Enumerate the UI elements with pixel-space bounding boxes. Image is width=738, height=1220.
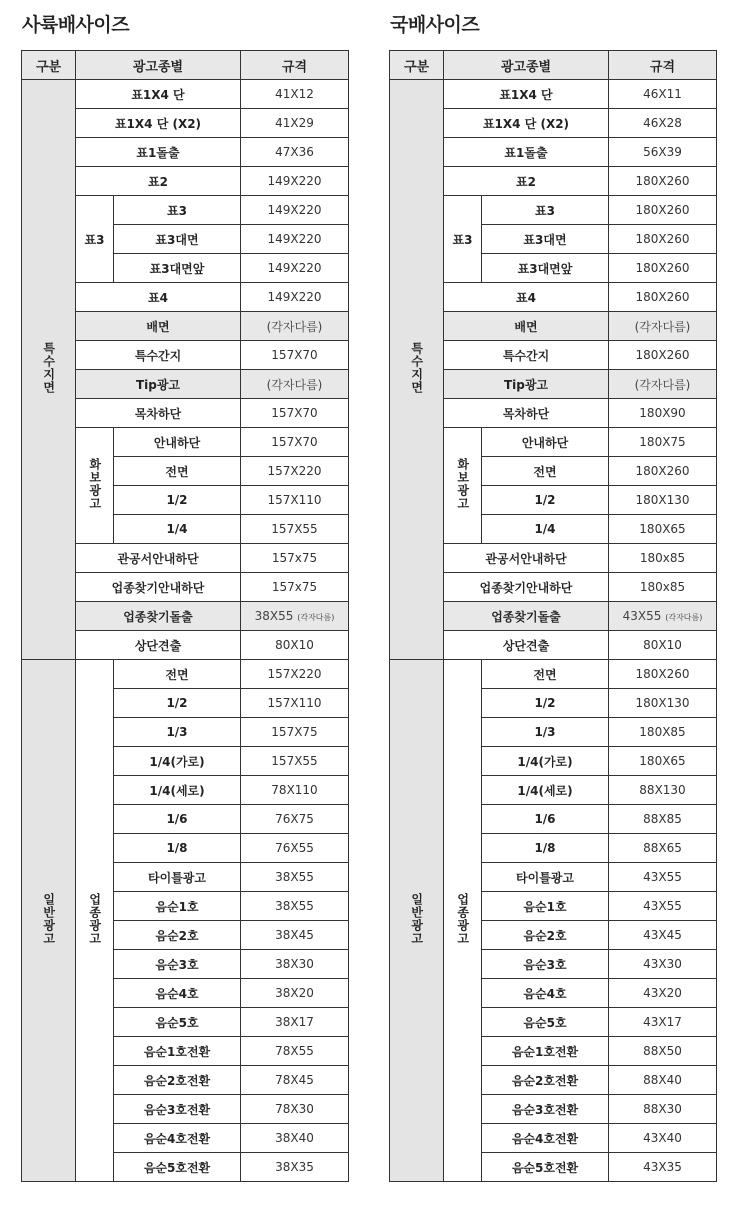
ad-type-cell: 표1X4 단 (X2) (76, 109, 241, 138)
table-row (390, 660, 717, 689)
size-cell (241, 1037, 349, 1066)
size-value: 180X260 (635, 667, 690, 681)
size-value: 78X30 (275, 1102, 314, 1116)
ad-type-cell: 음순5호전환 (482, 1153, 609, 1182)
size-cell (609, 747, 717, 776)
ad-type-cell: 1/4(세로) (114, 776, 241, 805)
size-note: (각자다름) (297, 613, 335, 622)
ad-type-cell: 표1X4 단 (X2) (444, 109, 609, 138)
size-cell (609, 399, 717, 428)
size-cell (241, 457, 349, 486)
subgroup-hwabo-cell (76, 428, 114, 544)
ad-type-cell: 관공서안내하단 (76, 544, 241, 573)
size-note: (각자다름) (665, 613, 703, 622)
ad-type-cell: Tip광고 (76, 370, 241, 399)
ad-type-cell: 전면 (114, 660, 241, 689)
ad-type-cell: 업종찾기돌출 (76, 602, 241, 631)
size-value: 180X90 (639, 406, 686, 420)
ad-type-cell: 1/4 (482, 515, 609, 544)
size-value: 43X55 (622, 609, 662, 623)
group-special-cell-label: 특수지면 (41, 341, 56, 394)
size-cell (241, 1124, 349, 1153)
size-cell (241, 196, 349, 225)
size-value: 149X220 (267, 232, 322, 246)
subgroup-hwabo-cell-label: 화보광고 (455, 457, 470, 510)
ad-type-cell: 음순1호 (114, 892, 241, 921)
size-cell (241, 341, 349, 370)
size-value: 38X17 (275, 1015, 314, 1029)
header-ad-type: 광고종별 (444, 51, 609, 80)
size-value: 88X50 (643, 1044, 682, 1058)
subgroup-pyo3-cell-label: 표3 (84, 232, 105, 247)
size-value: 38X45 (275, 928, 314, 942)
ad-type-cell: 음순4호 (482, 979, 609, 1008)
size-value: 38X55 (275, 870, 314, 884)
size-value: (각자다름) (266, 319, 323, 334)
ad-type-cell: 상단견출 (76, 631, 241, 660)
size-value: 88X30 (643, 1102, 682, 1116)
size-value: 180X260 (635, 261, 690, 275)
size-value: 157X70 (271, 435, 318, 449)
group-general-cell (22, 660, 76, 1182)
ad-type-cell: 1/2 (482, 486, 609, 515)
header-row (22, 51, 349, 80)
subgroup-hwabo-cell-label: 화보광고 (87, 457, 102, 510)
ad-type-cell: 표3대면앞 (482, 254, 609, 283)
size-value: 180X260 (635, 464, 690, 478)
size-cell (241, 602, 349, 631)
ad-type-cell: 음순1호전환 (482, 1037, 609, 1066)
size-value: 80X10 (275, 638, 314, 652)
ad-type-cell: 배면 (444, 312, 609, 341)
size-cell (609, 486, 717, 515)
size-value: 180X65 (639, 522, 686, 536)
size-cell (609, 167, 717, 196)
ad-type-cell: 전면 (482, 660, 609, 689)
ad-type-cell: 안내하단 (482, 428, 609, 457)
size-cell (609, 515, 717, 544)
size-cell (609, 1008, 717, 1037)
size-cell (609, 80, 717, 109)
size-cell (241, 312, 349, 341)
subgroup-upjong-cell (76, 660, 114, 1182)
ad-type-cell: 배면 (76, 312, 241, 341)
ad-type-cell: 상단견출 (444, 631, 609, 660)
ad-type-cell: 1/4(세로) (482, 776, 609, 805)
ad-type-cell: 음순5호전환 (114, 1153, 241, 1182)
ad-type-cell: 음순5호 (114, 1008, 241, 1037)
ad-type-cell: 1/2 (114, 486, 241, 515)
table-row (22, 80, 349, 109)
size-value: 157X110 (267, 696, 322, 710)
size-value: 88X40 (643, 1073, 682, 1087)
size-cell (609, 631, 717, 660)
ad-type-cell: 업종찾기돌출 (444, 602, 609, 631)
ad-type-cell: 1/4(가로) (114, 747, 241, 776)
size-value: 157X110 (267, 493, 322, 507)
size-cell (241, 573, 349, 602)
size-value: (각자다름) (266, 377, 323, 392)
ad-type-cell: 1/2 (482, 689, 609, 718)
left-table-title: 사륙배사이즈 (22, 14, 130, 36)
table-row (390, 80, 717, 109)
header-category: 구분 (390, 51, 444, 80)
size-cell (609, 283, 717, 312)
size-value: 43X45 (643, 928, 682, 942)
size-value: 80X10 (643, 638, 682, 652)
ad-type-cell: 표3 (482, 196, 609, 225)
size-cell (609, 1037, 717, 1066)
size-cell (241, 805, 349, 834)
group-special-cell (22, 80, 76, 660)
size-value: 157X75 (271, 725, 318, 739)
size-cell (241, 892, 349, 921)
size-cell (609, 254, 717, 283)
size-cell (609, 370, 717, 399)
ad-type-cell: 표4 (76, 283, 241, 312)
ad-type-cell: 음순1호 (482, 892, 609, 921)
size-cell (609, 1124, 717, 1153)
size-cell (241, 225, 349, 254)
size-value: 180X260 (635, 348, 690, 362)
size-value: 149X220 (267, 174, 322, 188)
ad-type-cell: 특수간지 (76, 341, 241, 370)
size-value: 47X36 (275, 145, 314, 159)
size-value: 180X75 (639, 435, 686, 449)
size-cell (241, 631, 349, 660)
size-cell (609, 138, 717, 167)
size-value: 43X17 (643, 1015, 682, 1029)
size-value: 157X70 (271, 406, 318, 420)
size-cell (609, 544, 717, 573)
size-value: 43X55 (643, 870, 682, 884)
ad-type-cell: 1/3 (482, 718, 609, 747)
header-size: 규격 (609, 51, 717, 80)
size-cell (241, 1095, 349, 1124)
ad-type-cell: 1/6 (114, 805, 241, 834)
right-table-title: 국배사이즈 (390, 14, 480, 36)
table-row (22, 660, 349, 689)
size-cell (609, 457, 717, 486)
size-cell (609, 1153, 717, 1182)
ad-type-cell: 표2 (444, 167, 609, 196)
size-cell (609, 979, 717, 1008)
size-cell (241, 486, 349, 515)
ad-type-cell: 목차하단 (444, 399, 609, 428)
size-cell (609, 689, 717, 718)
ad-type-cell: 업종찾기안내하단 (76, 573, 241, 602)
ad-type-cell: 1/8 (114, 834, 241, 863)
size-cell (241, 167, 349, 196)
size-cell (609, 428, 717, 457)
size-value: 76X75 (275, 812, 314, 826)
size-cell (609, 718, 717, 747)
size-cell (241, 1066, 349, 1095)
size-cell (241, 979, 349, 1008)
ad-type-cell: 표3대면앞 (114, 254, 241, 283)
ad-type-cell: 업종찾기안내하단 (444, 573, 609, 602)
ad-type-cell: 표3 (114, 196, 241, 225)
size-cell (241, 660, 349, 689)
size-value: 46X11 (643, 87, 682, 101)
size-cell (609, 950, 717, 979)
size-value: 38X55 (254, 609, 294, 623)
size-value: 180X85 (639, 725, 686, 739)
size-value: 180X260 (635, 203, 690, 217)
size-cell (241, 109, 349, 138)
size-cell (609, 573, 717, 602)
size-value: 41X12 (275, 87, 314, 101)
group-general-cell-label: 일반광고 (41, 892, 56, 945)
header-row (390, 51, 717, 80)
ad-type-cell: 음순3호 (482, 950, 609, 979)
size-value: 43X30 (643, 957, 682, 971)
ad-type-cell: 전면 (114, 457, 241, 486)
subgroup-upjong-cell (444, 660, 482, 1182)
size-value: 38X20 (275, 986, 314, 1000)
size-cell (609, 863, 717, 892)
size-cell (609, 834, 717, 863)
size-cell (241, 950, 349, 979)
ad-type-cell: Tip광고 (444, 370, 609, 399)
ad-type-cell: 1/4(가로) (482, 747, 609, 776)
size-cell (241, 921, 349, 950)
size-cell (609, 109, 717, 138)
size-value: 43X40 (643, 1131, 682, 1145)
size-cell (241, 428, 349, 457)
size-cell (241, 718, 349, 747)
size-value: 180X260 (635, 174, 690, 188)
size-value: 78X45 (275, 1073, 314, 1087)
group-special-cell (390, 80, 444, 660)
ad-type-cell: 표1돌출 (444, 138, 609, 167)
ad-type-cell: 음순2호 (482, 921, 609, 950)
size-value: 180X260 (635, 232, 690, 246)
size-value: 43X35 (643, 1160, 682, 1174)
size-cell (241, 776, 349, 805)
group-general-cell-label: 일반광고 (409, 892, 424, 945)
size-value: 180X130 (635, 696, 690, 710)
ad-type-cell: 1/4 (114, 515, 241, 544)
ad-type-cell: 음순5호 (482, 1008, 609, 1037)
left-spec-table (21, 50, 349, 1182)
size-value: 46X28 (643, 116, 682, 130)
size-value: (각자다름) (634, 377, 691, 392)
size-cell (241, 370, 349, 399)
size-cell (241, 863, 349, 892)
size-cell (241, 254, 349, 283)
size-value: 149X220 (267, 290, 322, 304)
size-value: 43X55 (643, 899, 682, 913)
ad-type-cell: 1/2 (114, 689, 241, 718)
size-cell (609, 341, 717, 370)
size-cell (241, 1153, 349, 1182)
ad-type-cell: 음순1호전환 (114, 1037, 241, 1066)
size-cell (241, 834, 349, 863)
subgroup-hwabo-cell (444, 428, 482, 544)
size-value: 157X70 (271, 348, 318, 362)
group-special-cell-label: 특수지면 (409, 341, 424, 394)
size-cell (609, 776, 717, 805)
size-cell (241, 544, 349, 573)
size-cell (609, 602, 717, 631)
size-cell (609, 196, 717, 225)
size-value: 38X40 (275, 1131, 314, 1145)
size-value: 41X29 (275, 116, 314, 130)
size-value: (각자다름) (634, 319, 691, 334)
size-cell (609, 1066, 717, 1095)
size-value: 38X30 (275, 957, 314, 971)
ad-type-cell: 음순3호전환 (482, 1095, 609, 1124)
size-cell (241, 283, 349, 312)
size-value: 157X55 (271, 522, 318, 536)
ad-type-cell: 특수간지 (444, 341, 609, 370)
size-value: 38X55 (275, 899, 314, 913)
ad-type-cell: 음순3호 (114, 950, 241, 979)
size-value: 56X39 (643, 145, 682, 159)
right-spec-table (389, 50, 717, 1182)
size-value: 88X85 (643, 812, 682, 826)
ad-type-cell: 1/6 (482, 805, 609, 834)
size-value: 149X220 (267, 203, 322, 217)
header-ad-type: 광고종별 (76, 51, 241, 80)
size-value: 88X130 (639, 783, 686, 797)
size-value: 38X35 (275, 1160, 314, 1174)
size-cell (609, 892, 717, 921)
ad-type-cell: 타이틀광고 (482, 863, 609, 892)
subgroup-upjong-cell-label: 업종광고 (455, 892, 470, 945)
size-cell (609, 225, 717, 254)
size-cell (609, 921, 717, 950)
size-cell (609, 312, 717, 341)
ad-type-cell: 1/3 (114, 718, 241, 747)
subgroup-pyo3-cell (444, 196, 482, 283)
size-cell (241, 689, 349, 718)
ad-type-cell: 안내하단 (114, 428, 241, 457)
size-value: 157X220 (267, 464, 322, 478)
size-cell (241, 1008, 349, 1037)
ad-type-cell: 음순2호전환 (482, 1066, 609, 1095)
size-value: 149X220 (267, 261, 322, 275)
size-value: 180x85 (639, 580, 686, 594)
ad-type-cell: 음순4호전환 (482, 1124, 609, 1153)
ad-type-cell: 표1돌출 (76, 138, 241, 167)
ad-type-cell: 음순4호 (114, 979, 241, 1008)
size-value: 180X65 (639, 754, 686, 768)
ad-type-cell: 전면 (482, 457, 609, 486)
size-cell (241, 80, 349, 109)
size-cell (609, 1095, 717, 1124)
size-cell (241, 515, 349, 544)
header-size: 규격 (241, 51, 349, 80)
ad-type-cell: 목차하단 (76, 399, 241, 428)
size-cell (609, 660, 717, 689)
size-value: 78X55 (275, 1044, 314, 1058)
ad-type-cell: 음순4호전환 (114, 1124, 241, 1153)
subgroup-pyo3-cell (76, 196, 114, 283)
ad-type-cell: 표3대면 (482, 225, 609, 254)
size-value: 157X220 (267, 667, 322, 681)
subgroup-upjong-cell-label: 업종광고 (87, 892, 102, 945)
ad-type-cell: 음순2호전환 (114, 1066, 241, 1095)
size-value: 88X65 (643, 841, 682, 855)
subgroup-pyo3-cell-label: 표3 (452, 232, 473, 247)
ad-type-cell: 음순3호전환 (114, 1095, 241, 1124)
size-value: 180X260 (635, 290, 690, 304)
size-value: 180x85 (639, 551, 686, 565)
size-value: 157x75 (271, 551, 318, 565)
size-cell (241, 138, 349, 167)
size-value: 157X55 (271, 754, 318, 768)
ad-type-cell: 표3대면 (114, 225, 241, 254)
size-cell (241, 747, 349, 776)
size-value: 180X130 (635, 493, 690, 507)
size-value: 157x75 (271, 580, 318, 594)
size-value: 76X55 (275, 841, 314, 855)
ad-type-cell: 표2 (76, 167, 241, 196)
size-value: 43X20 (643, 986, 682, 1000)
ad-type-cell: 관공서안내하단 (444, 544, 609, 573)
ad-type-cell: 음순2호 (114, 921, 241, 950)
group-general-cell (390, 660, 444, 1182)
ad-type-cell: 1/8 (482, 834, 609, 863)
size-cell (609, 805, 717, 834)
ad-type-cell: 표1X4 단 (76, 80, 241, 109)
header-category: 구분 (22, 51, 76, 80)
size-value: 78X110 (271, 783, 318, 797)
ad-type-cell: 표1X4 단 (444, 80, 609, 109)
ad-type-cell: 표4 (444, 283, 609, 312)
ad-type-cell: 타이틀광고 (114, 863, 241, 892)
size-cell (241, 399, 349, 428)
